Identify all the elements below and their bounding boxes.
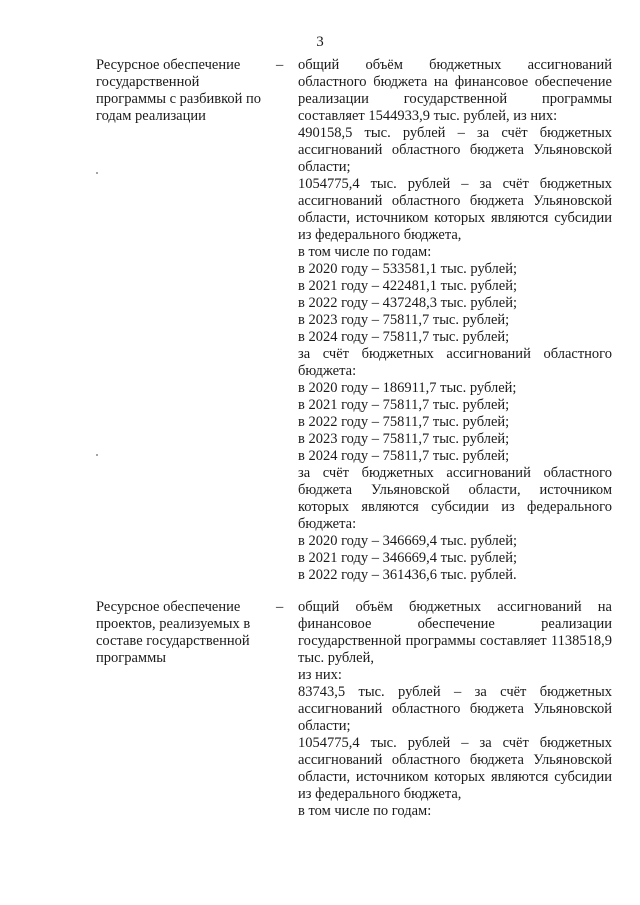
year-line: в 2020 году – 533581,1 тыс. рублей;	[298, 261, 518, 277]
paragraph: в том числе по годам:	[298, 803, 432, 819]
paragraph: 1054775,4 тыс. рублей – за счёт бюджетных ассигнований областного бюджета Ульяновской области, источником которых являются субсидии из федерального бюджета,	[298, 176, 612, 243]
year-line: в 2022 году – 437248,3 тыс. рублей;	[298, 295, 518, 311]
paragraph: 490158,5 тыс. рублей – за счёт бюджетных ассигнований областного бюджета Ульяновской области;	[298, 125, 612, 175]
year-line: в 2021 году – 422481,1 тыс. рублей;	[298, 278, 518, 294]
separator-dash: –	[276, 599, 284, 615]
separator-dash: –	[276, 57, 284, 73]
year-line: в 2021 году – 346669,4 тыс. рублей;	[298, 550, 518, 566]
section-body	[298, 599, 612, 820]
scan-speck	[96, 454, 98, 456]
paragraph: из них:	[298, 667, 342, 683]
subheading: за счёт бюджетных ассигнований областного бюджета Ульяновской области, источником которых являются субсидии из федерального бюджета:	[298, 465, 612, 532]
paragraph: 1054775,4 тыс. рублей – за счёт бюджетных ассигнований областного бюджета Ульяновской области, источником которых являются субсидии из федерального бюджета,	[298, 735, 612, 802]
page-number: 3	[316, 34, 324, 50]
year-line: в 2024 году – 75811,7 тыс. рублей;	[298, 448, 510, 464]
paragraph: общий объём бюджетных ассигнований на финансовое обеспечение реализации государственной программы составляет 1138518,9 тыс. рублей,	[298, 599, 612, 666]
year-line: в 2023 году – 75811,7 тыс. рублей;	[298, 312, 510, 328]
year-line: в 2021 году – 75811,7 тыс. рублей;	[298, 397, 510, 413]
year-line: в 2020 году – 346669,4 тыс. рублей;	[298, 533, 518, 549]
year-line: в 2023 году – 75811,7 тыс. рублей;	[298, 431, 510, 447]
paragraph: 83743,5 тыс. рублей – за счёт бюджетных ассигнований областного бюджета Ульяновской области;	[298, 684, 612, 734]
year-line: в 2020 году – 186911,7 тыс. рублей;	[298, 380, 517, 396]
section-label: Ресурсное обеспечение государственной программы с разбивкой по годам реализации	[96, 57, 262, 124]
paragraph: общий объём бюджетных ассигнований областного бюджета на финансовое обеспечение реализации государственной программы составляет 1544933,9 тыс. рублей, из них:	[298, 57, 612, 124]
paragraph: в том числе по годам:	[298, 244, 432, 260]
subheading: за счёт бюджетных ассигнований областного бюджета:	[298, 346, 612, 379]
year-line: в 2024 году – 75811,7 тыс. рублей;	[298, 329, 510, 345]
section-label: Ресурсное обеспечение проектов, реализуемых в составе государственной программы	[96, 599, 251, 666]
scan-speck	[96, 172, 98, 174]
section-body	[298, 57, 612, 584]
year-line: в 2022 году – 75811,7 тыс. рублей;	[298, 414, 510, 430]
year-line: в 2022 году – 361436,6 тыс. рублей.	[298, 567, 517, 583]
